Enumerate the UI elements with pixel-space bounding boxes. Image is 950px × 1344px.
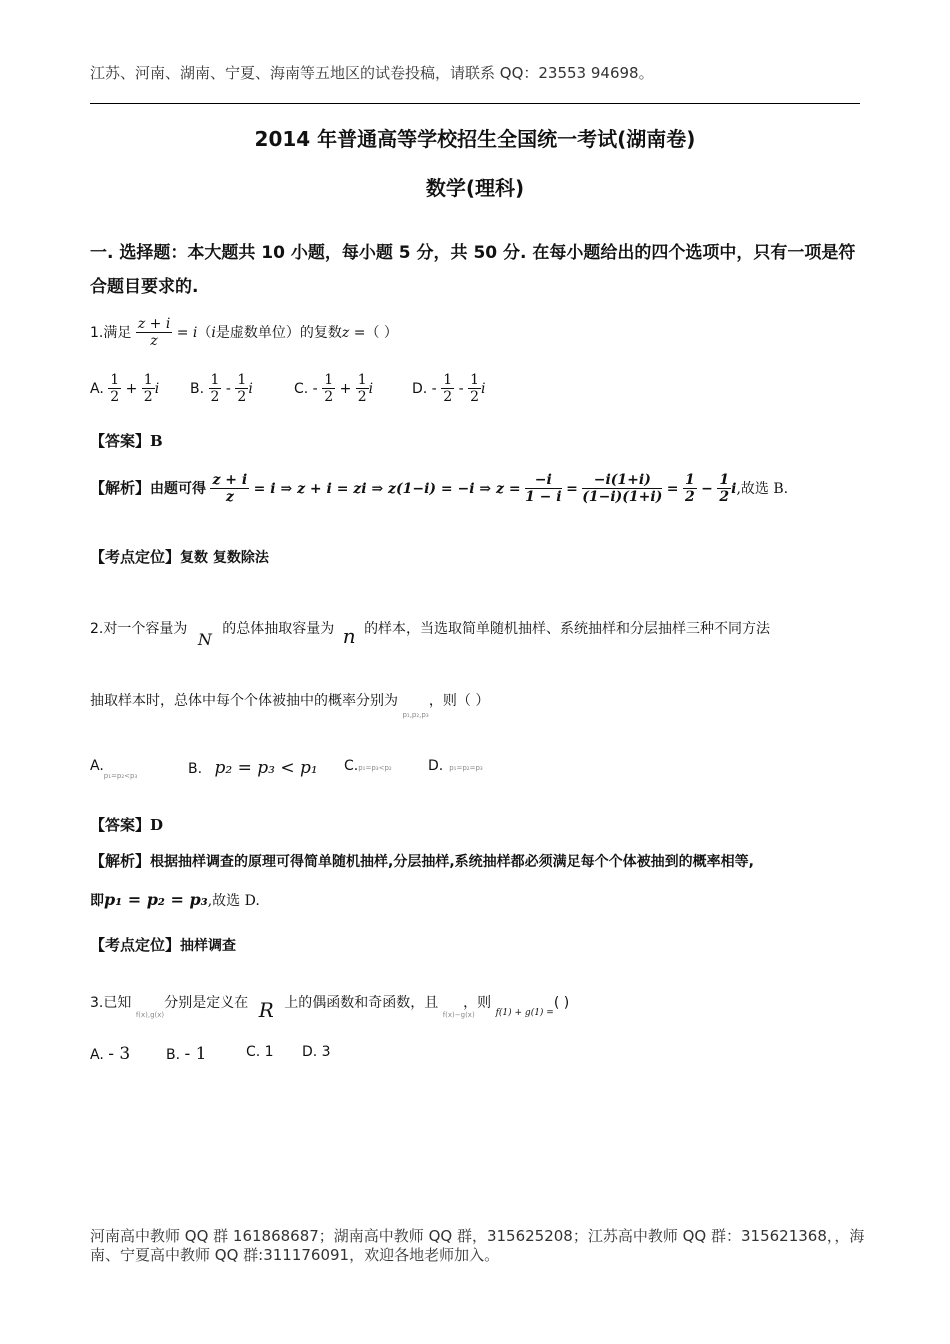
q2-text-1: 2.对一个容量为 [90, 621, 188, 637]
frac-den: 2 [324, 389, 334, 405]
sol-f4-num: 1 [684, 472, 695, 488]
q2-option-c[interactable] [344, 758, 392, 774]
q3-text-2: 分别是定义在 [164, 995, 249, 1011]
q2-opt-d-label: D. [428, 758, 444, 774]
sol-tail: ,故选 B. [736, 481, 789, 497]
analysis-label: 【解析】 [90, 479, 151, 497]
frac-den: 2 [110, 389, 120, 405]
q2-line2-tail: ，则（ ） [428, 693, 490, 709]
kp-label: 【考点定位】 [90, 936, 181, 954]
frac-num: 1 [143, 372, 153, 388]
sol-i: i [731, 481, 737, 497]
q1-tail: =（ ） [349, 325, 398, 341]
answer-value: B [150, 432, 163, 450]
q3-condition-image: f(x)−g(x) [442, 1011, 475, 1019]
sol-f2-den: 1 − i [525, 489, 562, 505]
analysis-prefix: 即 [90, 893, 104, 909]
answer-value: D [150, 816, 164, 834]
q2-opt-a-image: p₁=p₂<p₃ [103, 772, 138, 780]
frac-den: 2 [357, 389, 367, 405]
q1-frac-den: z [150, 333, 158, 349]
frac-den: 2 [210, 389, 220, 405]
q2-N: N [197, 630, 212, 649]
kp-value: 复数 复数除法 [180, 550, 269, 566]
q3-functions-image: f(x),g(x) [135, 1011, 165, 1019]
sol-eq: = [666, 481, 679, 497]
frac-num: 1 [237, 372, 247, 388]
sol-f1-den: z [225, 489, 234, 505]
analysis-label: 【解析】 [90, 852, 151, 870]
sol-f4-den: 2 [684, 489, 695, 505]
q3-option-d[interactable]: D. 3 [302, 1044, 331, 1060]
q1-option-d[interactable] [412, 372, 485, 406]
q2-key-point [90, 934, 236, 955]
frac-num: 1 [210, 372, 220, 388]
q2-opt-d-image: p₁=p₂=p₃ [449, 764, 483, 772]
q1-option-c[interactable] [294, 372, 373, 406]
sol-steps: = i ⇒ z + i = zi ⇒ z(1−i) = −i ⇒ z = [253, 481, 521, 497]
sol-f3-num: −i(1+i) [582, 472, 662, 489]
frac-num: 1 [110, 372, 120, 388]
q1-opt-c-label: C. - [294, 381, 318, 397]
q1-paren: （ [197, 325, 212, 341]
q1-option-a[interactable] [90, 372, 159, 406]
answer-label: 【答案】 [90, 432, 151, 450]
q3-fg: f(1) + g(1) = [495, 1008, 554, 1018]
q2-analysis [90, 850, 754, 871]
q2-opt-b-math: p₂ = p₃ < p₁ [214, 758, 318, 778]
question-3 [90, 988, 570, 1022]
analysis-text: 由题可得 [150, 481, 207, 497]
footer-note: 河南高中教师 QQ 群 161868687；湖南高中教师 QQ 群，315625208；江苏高中教师 QQ 群：315621368，，海南、宁夏高中教师 QQ 群:311176091，欢迎各地老师加入。 [90, 1227, 865, 1264]
q3-opt-b-label: B. [166, 1047, 181, 1063]
q2-n: n [342, 624, 356, 648]
kp-label: 【考点定位】 [90, 548, 181, 566]
question-2-line2 [90, 690, 490, 719]
q2-probabilities-image: p₁,p₂,p₃ [402, 711, 429, 719]
frac-num: 1 [443, 372, 453, 388]
minus-sign: - [225, 381, 231, 397]
q1-opt-d-label: D. - [412, 381, 437, 397]
frac-den: 2 [470, 389, 479, 405]
q3-option-c[interactable]: C. 1 [246, 1044, 274, 1060]
q2-text-2: 的总体抽取容量为 [222, 621, 335, 637]
kp-value: 抽样调查 [180, 938, 237, 954]
sol-f3-den: (1−i)(1+i) [582, 489, 663, 505]
q2-option-d[interactable] [428, 758, 483, 774]
frac-den: 2 [237, 389, 247, 405]
q2-option-a[interactable] [90, 758, 138, 780]
q1-options [90, 372, 690, 416]
header-divider [90, 103, 860, 104]
section-instructions: 一. 选择题：本大题共 10 小题，每小题 5 分，共 50 分. 在每小题给出的四个选项中，只有一项是符合题目要求的. [90, 243, 856, 297]
sol-f5-den: 2 [719, 489, 730, 505]
q3-opt-a-label: A. [90, 1047, 104, 1063]
q3-paren: ( ) [553, 995, 570, 1011]
q1-i-var: i [211, 325, 216, 341]
sol-f5-num: 1 [719, 472, 730, 488]
q1-eq: = i [176, 325, 198, 341]
q3-options [90, 1044, 590, 1070]
answer-label: 【答案】 [90, 816, 151, 834]
q2-text-3: 的样本，当选取简单随机抽样、系统抽样和分层抽样三种不同方法 [364, 621, 771, 637]
plus-sign: + [125, 381, 138, 397]
q2-analysis-2 [90, 890, 260, 910]
plus-sign: + [339, 381, 352, 397]
q1-paren-text: 是虚数单位）的复数 [215, 325, 342, 341]
question-1 [90, 316, 398, 350]
i-var: i [154, 381, 160, 397]
frac-num: 1 [357, 372, 367, 388]
q3-option-a[interactable] [90, 1044, 130, 1064]
q3-option-b[interactable] [166, 1044, 206, 1064]
sol-minus: − [701, 481, 713, 497]
exam-subtitle: 数学(理科) [425, 176, 525, 200]
i-var: i [481, 381, 486, 397]
question-2 [90, 614, 771, 649]
sol-f1-num: z + i [212, 472, 248, 488]
q1-analysis [90, 472, 788, 506]
i-var: i [248, 381, 253, 397]
frac-num: 1 [470, 372, 479, 388]
q3-text-3: 上的偶函数和奇函数，且 [284, 995, 439, 1011]
exam-title: 2014 年普通高等学校招生全国统一考试(湖南卷) [254, 127, 696, 151]
frac-den: 2 [143, 389, 153, 405]
q3-R: R [258, 998, 274, 1022]
q1-answer [90, 430, 163, 451]
q3-opt-b-value: - 1 [184, 1044, 207, 1064]
q2-opt-c-image: p₁=p₃<p₂ [358, 764, 392, 772]
q2-line2: 抽取样本时，总体中每个个体被抽中的概率分别为 [90, 693, 398, 709]
q2-opt-c-label: C. [344, 758, 359, 774]
q2-opt-b-label: B. [188, 761, 203, 777]
q1-frac-num: z + i [137, 316, 171, 332]
i-var: i [368, 381, 374, 397]
sol-eq: = [566, 481, 578, 497]
analysis-math: p₁ = p₂ = p₃ [104, 890, 208, 909]
header-note: 江苏、河南、湖南、宁夏、海南等五地区的试卷投稿，请联系 QQ：23553 94698。 [90, 64, 654, 82]
analysis-tail: ,故选 D. [207, 893, 260, 909]
q1-fraction [136, 316, 172, 350]
minus-sign: - [458, 381, 464, 397]
frac-den: 2 [443, 389, 453, 405]
q1-opt-b-label: B. [190, 381, 205, 397]
analysis-text: 根据抽样调查的原理可得简单随机抽样,分层抽样,系统抽样都必须满足每个个体被抽到的概率相等, [150, 854, 754, 870]
q3-opt-a-value: - 3 [108, 1044, 131, 1064]
q2-opt-a-label: A. [90, 758, 104, 774]
q1-option-b[interactable] [190, 372, 253, 406]
q1-opt-a-label: A. [90, 381, 104, 397]
q2-options [90, 758, 690, 788]
q1-prefix: 1.满足 [90, 325, 132, 341]
frac-num: 1 [324, 372, 334, 388]
q2-answer [90, 814, 163, 835]
q3-text-4: ，则 [463, 995, 492, 1011]
sol-f2-num: −i [525, 472, 562, 489]
q1-z-var: z [341, 325, 350, 341]
q1-key-point [90, 546, 269, 567]
q2-option-b[interactable] [188, 758, 318, 778]
q3-text-1: 3.已知 [90, 995, 132, 1011]
